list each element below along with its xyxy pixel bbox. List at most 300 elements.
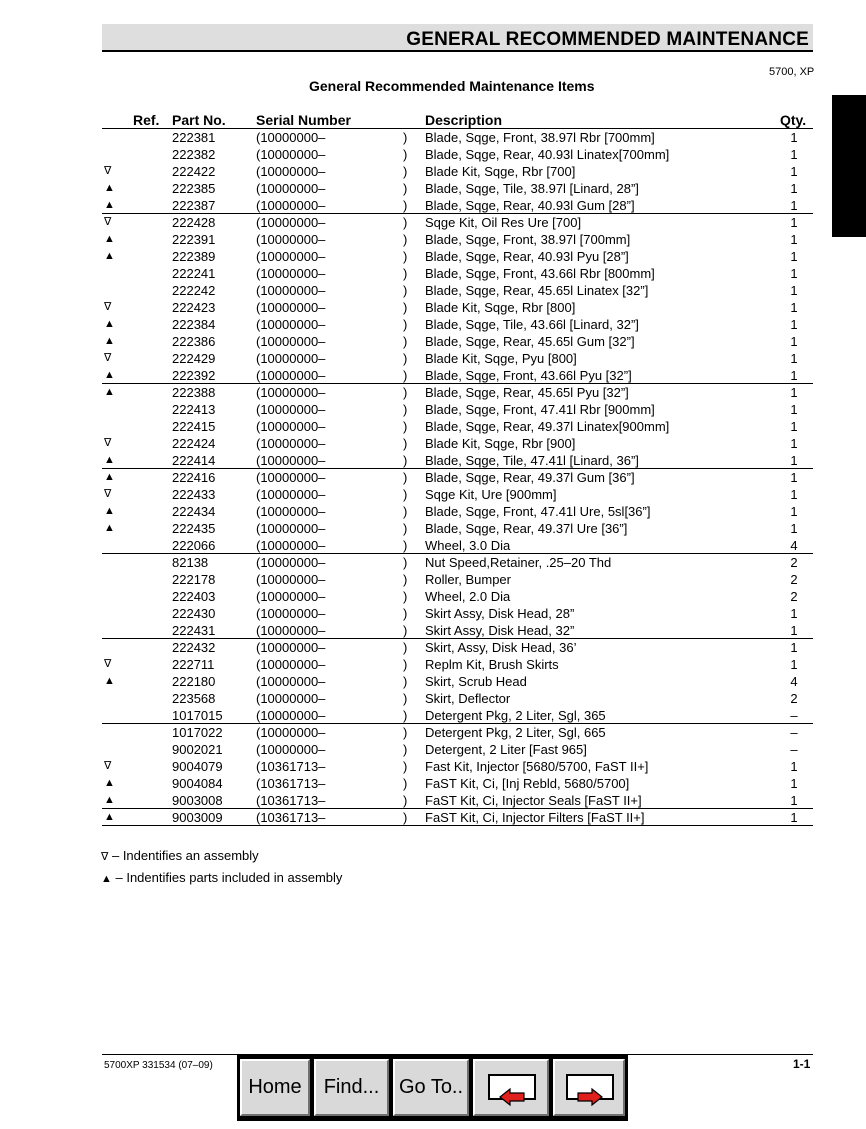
serial-number: (10000000– bbox=[256, 198, 326, 213]
description: Blade, Sqge, Tile, 43.66l [Linard, 32”] bbox=[425, 317, 639, 332]
footer-doc-ref: 5700XP 331534 (07–09) bbox=[104, 1060, 213, 1071]
ref-symbol: ▲ bbox=[104, 522, 115, 534]
table-row bbox=[0, 265, 866, 282]
group-divider bbox=[102, 383, 813, 384]
description: Blade, Sqge, Tile, 47.41l [Linard, 36”] bbox=[425, 453, 639, 468]
page-number: 1-1 bbox=[793, 1057, 811, 1071]
serial-number: (10000000– bbox=[256, 487, 326, 502]
description: Skirt, Scrub Head bbox=[425, 674, 527, 689]
serial-number: (10000000– bbox=[256, 436, 326, 451]
serial-close-paren: ) bbox=[403, 147, 408, 162]
table-row bbox=[0, 622, 866, 639]
table-row bbox=[0, 367, 866, 384]
serial-number: (10000000– bbox=[256, 249, 326, 264]
legend-part bbox=[101, 870, 342, 885]
table-row bbox=[0, 435, 866, 452]
part-number: 222391 bbox=[172, 232, 216, 247]
description: Sqge Kit, Oil Res Ure [700] bbox=[425, 215, 582, 230]
ref-symbol: ∇ bbox=[104, 352, 112, 364]
serial-number: (10000000– bbox=[256, 521, 326, 536]
table-row bbox=[0, 758, 866, 775]
quantity: 1 bbox=[790, 181, 798, 196]
quantity: 1 bbox=[790, 504, 798, 519]
serial-number: (10000000– bbox=[256, 555, 326, 570]
part-number: 1017022 bbox=[172, 725, 223, 740]
quantity: 1 bbox=[790, 385, 798, 400]
home-button[interactable]: Home bbox=[240, 1059, 310, 1116]
table-row bbox=[0, 129, 866, 146]
quantity: 1 bbox=[790, 147, 798, 162]
quantity: 1 bbox=[790, 487, 798, 502]
serial-number: (10000000– bbox=[256, 283, 326, 298]
col-header-part-no: Part No. bbox=[172, 112, 226, 128]
table-row bbox=[0, 639, 866, 656]
part-number: 222414 bbox=[172, 453, 216, 468]
group-divider bbox=[102, 723, 813, 724]
part-number: 222386 bbox=[172, 334, 216, 349]
quantity: 2 bbox=[790, 589, 798, 604]
quantity: 1 bbox=[790, 776, 798, 791]
serial-close-paren: ) bbox=[403, 742, 408, 757]
quantity: 1 bbox=[790, 470, 798, 485]
table-row bbox=[0, 248, 866, 265]
serial-number: (10000000– bbox=[256, 640, 326, 655]
serial-number: (10000000– bbox=[256, 504, 326, 519]
part-number: 222429 bbox=[172, 351, 216, 366]
part-number: 222428 bbox=[172, 215, 216, 230]
serial-close-paren: ) bbox=[403, 368, 408, 383]
serial-number: (10000000– bbox=[256, 657, 326, 672]
serial-number: (10000000– bbox=[256, 453, 326, 468]
part-number: 222242 bbox=[172, 283, 216, 298]
serial-close-paren: ) bbox=[403, 555, 408, 570]
serial-close-paren: ) bbox=[403, 759, 408, 774]
part-number: 222384 bbox=[172, 317, 216, 332]
serial-number: (10000000– bbox=[256, 181, 326, 196]
page-title: GENERAL RECOMMENDED MAINTENANCE bbox=[406, 29, 809, 50]
table-row bbox=[0, 554, 866, 571]
serial-close-paren: ) bbox=[403, 810, 408, 825]
part-number: 222381 bbox=[172, 130, 216, 145]
table-row bbox=[0, 197, 866, 214]
part-number: 9003008 bbox=[172, 793, 223, 808]
ref-symbol: ▲ bbox=[104, 182, 115, 194]
ref-symbol: ▲ bbox=[104, 811, 115, 823]
table-row bbox=[0, 588, 866, 605]
quantity: 1 bbox=[790, 215, 798, 230]
serial-close-paren: ) bbox=[403, 232, 408, 247]
part-number: 222387 bbox=[172, 198, 216, 213]
table-row bbox=[0, 503, 866, 520]
col-header-description: Description bbox=[425, 112, 503, 128]
description: Fast Kit, Injector [5680/5700, FaST II+] bbox=[425, 759, 649, 774]
quantity: 1 bbox=[790, 793, 798, 808]
serial-close-paren: ) bbox=[403, 606, 408, 621]
legend-assembly bbox=[101, 848, 259, 863]
description: Blade, Sqge, Rear, 49.37l Gum [36”] bbox=[425, 470, 635, 485]
legend-assembly-text: – Indentifies an assembly bbox=[108, 848, 259, 863]
group-divider bbox=[102, 553, 813, 554]
quantity: 1 bbox=[790, 453, 798, 468]
serial-close-paren: ) bbox=[403, 164, 408, 179]
left-arrow-icon bbox=[490, 1086, 534, 1108]
ref-symbol: ▲ bbox=[104, 199, 115, 211]
description: FaST Kit, Ci, Injector Seals [FaST II+] bbox=[425, 793, 642, 808]
serial-number: (10000000– bbox=[256, 232, 326, 247]
ref-symbol: ▲ bbox=[104, 318, 115, 330]
table-row bbox=[0, 571, 866, 588]
quantity: 1 bbox=[790, 283, 798, 298]
quantity: 4 bbox=[790, 674, 798, 689]
part-number: 1017015 bbox=[172, 708, 223, 723]
table-row bbox=[0, 520, 866, 537]
quantity: 1 bbox=[790, 164, 798, 179]
table-row bbox=[0, 384, 866, 401]
model-label: 5700, XP bbox=[769, 66, 815, 78]
serial-close-paren: ) bbox=[403, 198, 408, 213]
serial-close-paren: ) bbox=[403, 538, 408, 553]
description: Blade, Sqge, Rear, 45.65l Gum [32”] bbox=[425, 334, 635, 349]
description: Detergent Pkg, 2 Liter, Sgl, 365 bbox=[425, 708, 606, 723]
quantity: 1 bbox=[790, 232, 798, 247]
group-divider bbox=[102, 825, 813, 826]
ref-symbol: ▲ bbox=[104, 335, 115, 347]
part-number: 222416 bbox=[172, 470, 216, 485]
ref-symbol: ▲ bbox=[104, 454, 115, 466]
serial-number: (10000000– bbox=[256, 419, 326, 434]
description: Blade, Sqge, Rear, 45.65l Pyu [32”] bbox=[425, 385, 629, 400]
description: FaST Kit, Ci, Injector Filters [FaST II+] bbox=[425, 810, 645, 825]
description: Blade Kit, Sqge, Rbr [700] bbox=[425, 164, 576, 179]
part-number: 82138 bbox=[172, 555, 209, 570]
ref-symbol: ▲ bbox=[104, 471, 115, 483]
description: Blade Kit, Sqge, Rbr [800] bbox=[425, 300, 576, 315]
quantity: 4 bbox=[790, 538, 798, 553]
description: Wheel, 2.0 Dia bbox=[425, 589, 511, 604]
table-row bbox=[0, 146, 866, 163]
table-row bbox=[0, 605, 866, 622]
ref-symbol: ▲ bbox=[104, 386, 115, 398]
quantity: 1 bbox=[790, 657, 798, 672]
group-divider bbox=[102, 808, 813, 809]
prev-arrow-frame bbox=[488, 1074, 536, 1100]
serial-close-paren: ) bbox=[403, 334, 408, 349]
serial-number: (10000000– bbox=[256, 334, 326, 349]
part-number: 9004084 bbox=[172, 776, 223, 791]
serial-number: (10000000– bbox=[256, 130, 326, 145]
serial-close-paren: ) bbox=[403, 708, 408, 723]
table-row bbox=[0, 231, 866, 248]
ref-symbol: ▲ bbox=[104, 233, 115, 245]
quantity: 2 bbox=[790, 555, 798, 570]
serial-close-paren: ) bbox=[403, 453, 408, 468]
description: Blade, Sqge, Front, 47.41l Ure, 5sl[36”] bbox=[425, 504, 651, 519]
serial-number: (10361713– bbox=[256, 759, 326, 774]
table-row bbox=[0, 486, 866, 503]
description: Detergent, 2 Liter [Fast 965] bbox=[425, 742, 587, 757]
quantity: 1 bbox=[790, 759, 798, 774]
table-row bbox=[0, 775, 866, 792]
serial-close-paren: ) bbox=[403, 504, 408, 519]
table-row bbox=[0, 282, 866, 299]
next-page-button[interactable] bbox=[553, 1059, 625, 1116]
quantity: 1 bbox=[790, 640, 798, 655]
description: Blade, Sqge, Tile, 38.97l [Linard, 28”] bbox=[425, 181, 639, 196]
serial-number: (10361713– bbox=[256, 810, 326, 825]
col-header-ref: Ref. bbox=[133, 112, 160, 128]
serial-close-paren: ) bbox=[403, 181, 408, 196]
part-number: 222403 bbox=[172, 589, 216, 604]
table-row bbox=[0, 316, 866, 333]
part-number: 222415 bbox=[172, 419, 216, 434]
table-row bbox=[0, 333, 866, 350]
table-row bbox=[0, 418, 866, 435]
description: Blade, Sqge, Front, 47.41l Rbr [900mm] bbox=[425, 402, 655, 417]
quantity: 1 bbox=[790, 623, 798, 638]
part-number: 222382 bbox=[172, 147, 216, 162]
serial-number: (10000000– bbox=[256, 470, 326, 485]
description: Skirt Assy, Disk Head, 28” bbox=[425, 606, 575, 621]
description: Nut Speed,Retainer, .25–20 Thd bbox=[425, 555, 612, 570]
part-number: 222413 bbox=[172, 402, 216, 417]
part-number: 222385 bbox=[172, 181, 216, 196]
serial-close-paren: ) bbox=[403, 572, 408, 587]
part-number: 9002021 bbox=[172, 742, 223, 757]
previous-page-button[interactable] bbox=[473, 1059, 549, 1116]
serial-number: (10000000– bbox=[256, 742, 326, 757]
quantity: 1 bbox=[790, 300, 798, 315]
part-number: 222392 bbox=[172, 368, 216, 383]
quantity: 1 bbox=[790, 317, 798, 332]
part-number: 222431 bbox=[172, 623, 216, 638]
description: Blade, Sqge, Rear, 49.37l Linatex[900mm] bbox=[425, 419, 670, 434]
part-number: 9004079 bbox=[172, 759, 223, 774]
description: FaST Kit, Ci, [Inj Rebld, 5680/5700] bbox=[425, 776, 630, 791]
serial-number: (10000000– bbox=[256, 351, 326, 366]
description: Skirt Assy, Disk Head, 32” bbox=[425, 623, 575, 638]
col-header-qty: Qty. bbox=[780, 112, 807, 128]
part-number: 222388 bbox=[172, 385, 216, 400]
part-symbol-icon: ▲ bbox=[101, 873, 112, 885]
serial-close-paren: ) bbox=[403, 317, 408, 332]
right-arrow-icon bbox=[568, 1086, 612, 1108]
serial-number: (10000000– bbox=[256, 368, 326, 383]
part-number: 222711 bbox=[172, 657, 215, 672]
description: Detergent Pkg, 2 Liter, Sgl, 665 bbox=[425, 725, 606, 740]
serial-close-paren: ) bbox=[403, 215, 408, 230]
part-number: 222430 bbox=[172, 606, 216, 621]
quantity: 1 bbox=[790, 419, 798, 434]
serial-close-paren: ) bbox=[403, 657, 408, 672]
serial-close-paren: ) bbox=[403, 283, 408, 298]
description: Blade, Sqge, Front, 43.66l Pyu [32”] bbox=[425, 368, 632, 383]
ref-symbol: ∇ bbox=[104, 658, 112, 670]
quantity: 1 bbox=[790, 436, 798, 451]
description: Blade, Sqge, Rear, 40.93l Linatex[700mm] bbox=[425, 147, 670, 162]
description: Blade, Sqge, Rear, 40.93l Gum [28”] bbox=[425, 198, 635, 213]
ref-symbol: ∇ bbox=[104, 760, 112, 772]
serial-close-paren: ) bbox=[403, 725, 408, 740]
find-button[interactable]: Find... bbox=[314, 1059, 389, 1116]
serial-close-paren: ) bbox=[403, 436, 408, 451]
description: Skirt, Deflector bbox=[425, 691, 511, 706]
serial-number: (10000000– bbox=[256, 708, 326, 723]
part-number: 222433 bbox=[172, 487, 216, 502]
ref-symbol: ∇ bbox=[104, 301, 112, 313]
serial-close-paren: ) bbox=[403, 640, 408, 655]
serial-close-paren: ) bbox=[403, 351, 408, 366]
serial-close-paren: ) bbox=[403, 266, 408, 281]
part-number: 222066 bbox=[172, 538, 216, 553]
table-row bbox=[0, 673, 866, 690]
description: Blade, Sqge, Rear, 40.93l Pyu [28”] bbox=[425, 249, 629, 264]
description: Skirt, Assy, Disk Head, 36’ bbox=[425, 640, 577, 655]
serial-close-paren: ) bbox=[403, 521, 408, 536]
table-row bbox=[0, 299, 866, 316]
description: Replm Kit, Brush Skirts bbox=[425, 657, 559, 672]
serial-number: (10000000– bbox=[256, 674, 326, 689]
quantity: 2 bbox=[790, 572, 798, 587]
ref-symbol: ▲ bbox=[104, 675, 115, 687]
description: Wheel, 3.0 Dia bbox=[425, 538, 511, 553]
description: Blade Kit, Sqge, Pyu [800] bbox=[425, 351, 577, 366]
table-row bbox=[0, 724, 866, 741]
part-number: 222423 bbox=[172, 300, 216, 315]
serial-close-paren: ) bbox=[403, 623, 408, 638]
quantity: 1 bbox=[790, 351, 798, 366]
table-row bbox=[0, 350, 866, 367]
serial-number: (10000000– bbox=[256, 725, 326, 740]
header-bar bbox=[102, 24, 813, 52]
serial-number: (10000000– bbox=[256, 266, 326, 281]
part-number: 222435 bbox=[172, 521, 216, 536]
serial-close-paren: ) bbox=[403, 249, 408, 264]
part-number: 222178 bbox=[172, 572, 216, 587]
description: Blade, Sqge, Rear, 49.37l Ure [36”] bbox=[425, 521, 628, 536]
ref-symbol: ▲ bbox=[104, 505, 115, 517]
serial-close-paren: ) bbox=[403, 130, 408, 145]
part-number: 222241 bbox=[172, 266, 216, 281]
quantity: 1 bbox=[790, 130, 798, 145]
part-number: 222389 bbox=[172, 249, 216, 264]
serial-close-paren: ) bbox=[403, 691, 408, 706]
part-number: 222424 bbox=[172, 436, 216, 451]
serial-close-paren: ) bbox=[403, 402, 408, 417]
ref-symbol: ∇ bbox=[104, 165, 112, 177]
table-row bbox=[0, 452, 866, 469]
quantity: 1 bbox=[790, 606, 798, 621]
quantity: 1 bbox=[790, 368, 798, 383]
quantity: – bbox=[790, 725, 798, 740]
table-row bbox=[0, 707, 866, 724]
description: Blade, Sqge, Front, 43.66l Rbr [800mm] bbox=[425, 266, 655, 281]
legend-part-text: – Indentifies parts included in assembly bbox=[111, 870, 343, 885]
part-number: 222422 bbox=[172, 164, 216, 179]
quantity: 1 bbox=[790, 521, 798, 536]
table-row bbox=[0, 809, 866, 826]
quantity: 1 bbox=[790, 810, 798, 825]
serial-number: (10000000– bbox=[256, 402, 326, 417]
table-row bbox=[0, 469, 866, 486]
serial-number: (10000000– bbox=[256, 572, 326, 587]
quantity: 1 bbox=[790, 334, 798, 349]
quantity: 1 bbox=[790, 198, 798, 213]
table-row bbox=[0, 656, 866, 673]
serial-close-paren: ) bbox=[403, 487, 408, 502]
quantity: 2 bbox=[790, 691, 798, 706]
serial-number: (10361713– bbox=[256, 776, 326, 791]
group-divider bbox=[102, 213, 813, 214]
part-number: 222434 bbox=[172, 504, 216, 519]
serial-number: (10000000– bbox=[256, 147, 326, 162]
serial-close-paren: ) bbox=[403, 419, 408, 434]
serial-number: (10000000– bbox=[256, 317, 326, 332]
serial-number: (10000000– bbox=[256, 164, 326, 179]
quantity: 1 bbox=[790, 266, 798, 281]
serial-number: (10000000– bbox=[256, 385, 326, 400]
description: Blade, Sqge, Front, 38.97l [700mm] bbox=[425, 232, 631, 247]
table-row bbox=[0, 690, 866, 707]
table-row bbox=[0, 163, 866, 180]
description: Blade, Sqge, Rear, 45.65l Linatex [32”] bbox=[425, 283, 649, 298]
table-row bbox=[0, 401, 866, 418]
goto-button[interactable]: Go To.. bbox=[393, 1059, 469, 1116]
serial-close-paren: ) bbox=[403, 776, 408, 791]
serial-number: (10000000– bbox=[256, 300, 326, 315]
next-arrow-frame bbox=[566, 1074, 614, 1100]
part-number: 222180 bbox=[172, 674, 216, 689]
quantity: – bbox=[790, 742, 798, 757]
serial-close-paren: ) bbox=[403, 674, 408, 689]
quantity: – bbox=[790, 708, 798, 723]
serial-close-paren: ) bbox=[403, 470, 408, 485]
quantity: 1 bbox=[790, 249, 798, 264]
ref-symbol: ▲ bbox=[104, 250, 115, 262]
serial-close-paren: ) bbox=[403, 793, 408, 808]
group-divider bbox=[102, 468, 813, 469]
part-number: 9003009 bbox=[172, 810, 223, 825]
ref-symbol: ▲ bbox=[104, 369, 115, 381]
table-row bbox=[0, 537, 866, 554]
quantity: 1 bbox=[790, 402, 798, 417]
ref-symbol: ▲ bbox=[104, 794, 115, 806]
description: Sqge Kit, Ure [900mm] bbox=[425, 487, 557, 502]
serial-close-paren: ) bbox=[403, 300, 408, 315]
serial-close-paren: ) bbox=[403, 589, 408, 604]
part-number: 222432 bbox=[172, 640, 216, 655]
serial-close-paren: ) bbox=[403, 385, 408, 400]
table-row bbox=[0, 741, 866, 758]
col-header-serial: Serial Number bbox=[256, 112, 351, 128]
assembly-symbol-icon: ∇ bbox=[101, 851, 109, 863]
table-row bbox=[0, 214, 866, 231]
ref-symbol: ∇ bbox=[104, 488, 112, 500]
serial-number: (10000000– bbox=[256, 691, 326, 706]
ref-symbol: ∇ bbox=[104, 437, 112, 449]
serial-number: (10000000– bbox=[256, 606, 326, 621]
serial-number: (10000000– bbox=[256, 215, 326, 230]
description: Blade, Sqge, Front, 38.97l Rbr [700mm] bbox=[425, 130, 655, 145]
ref-symbol: ∇ bbox=[104, 216, 112, 228]
group-divider bbox=[102, 638, 813, 639]
serial-number: (10361713– bbox=[256, 793, 326, 808]
part-number: 223568 bbox=[172, 691, 216, 706]
ref-symbol: ▲ bbox=[104, 777, 115, 789]
serial-number: (10000000– bbox=[256, 623, 326, 638]
description: Roller, Bumper bbox=[425, 572, 511, 587]
section-title: General Recommended Maintenance Items bbox=[309, 78, 595, 94]
serial-number: (10000000– bbox=[256, 589, 326, 604]
